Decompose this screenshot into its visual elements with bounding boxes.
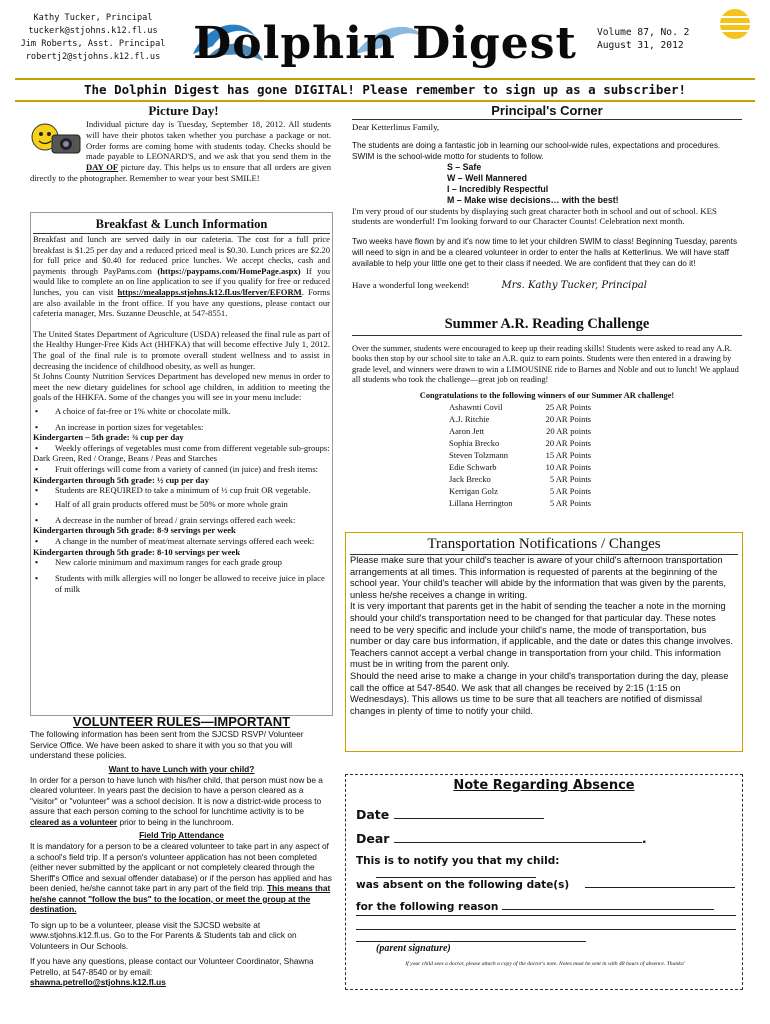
bk-heading-1: Kindergarten – 5th grade: ¾ cup per day (33, 432, 184, 443)
reason-field[interactable] (502, 899, 714, 910)
bk-heading-2: Kindergarten through 5th grade: ½ cup per day (33, 474, 209, 485)
paypams-link[interactable]: (https://paypams.com/HomePage.aspx) (157, 265, 301, 276)
reason-label: for the following reason (356, 901, 499, 913)
transport-paragraph-1: Please make sure that your child's teacher is aware of your child's afternoon transportation arrangements at all times. This information is requested of parents at the beginning of the school year. Your child's teacher will abide by the information that was given by the parents, unless he/she receives a change in writing. (350, 555, 726, 600)
table-row (449, 497, 591, 509)
winner-points: 5 AR Points (549, 486, 591, 497)
list-item: • Students are REQUIRED to take a minimum of ½ cup fruit OR vegetable. (33, 485, 330, 496)
breakfast-lunch-title: Breakfast & Lunch Information (33, 217, 330, 234)
bk-p1-b: If you would like to complete an on line application to see if you qualify for free or reduced lunches, you can visit (33, 265, 330, 297)
volunteer-section (30, 714, 333, 994)
lunch-paragraph (30, 775, 333, 828)
vol-p2-b: prior to being in the lunchroom. (117, 816, 234, 827)
volunteer-intro: The following information has been sent from the SJCSD RSVP/ Volunteer Service Office. We have been asked to share it with you so that you will understand these policies. (30, 729, 304, 760)
reason-line (356, 899, 714, 913)
vegetable-groups: Dark Green, Red / Orange, Beans / Peas and Starches (33, 453, 217, 464)
transport-paragraph-3: Should the need arise to make a change in your child's transportation during the day, please call the office at 547-8540. We ask that all changes be received by 2:15 (1:15 on Wednesdays). This allows us time to be sure that all teachers are notified of dismissal changes in plenty of time to notify your child. (350, 670, 729, 716)
breakfast-paragraph-2: The United States Department of Agriculture (USDA) released the final rule as part of the Healthy Hunger-Free Kids Act (HHFKA) that will become effective July 1, 2012. The goal of the final rule is to promote overall student wellness and to assist in decreasing the incidence of childhood obesity, as well as hunger. (33, 328, 330, 371)
picture-day-text-a: Individual picture day is Tuesday, September 18, 2012. All students will have their photos taken whether you purchase a package or not. Order forms are coming home with students today. Checks should be made payable to LEONARD'S, and we ask that you send them in the (86, 119, 331, 162)
winner-name: A.J. Ritchie (449, 414, 490, 425)
doctor-note-instruction: If your child sees a doctor, please attach a copy of the doctor's note. Notes must be sent in with 48 hours of absence. Thanks! (405, 961, 685, 967)
picture-day-text-b: picture day. This helps us to ensure that all orders are given directly to the photographer. Remember to wear your best SMILE! (30, 162, 331, 183)
absent-label: was absent on the following date(s) (356, 879, 570, 891)
list-item: • A decrease in the number of bread / grain servings offered each week: (33, 515, 330, 526)
principals-corner-title: Principal's Corner (352, 103, 742, 120)
winner-name: Sophia Brecko (449, 438, 500, 449)
day-of-emphasis: DAY OF (86, 162, 119, 173)
swim-i: I – Incredibly Respectful (447, 183, 549, 194)
table-row (449, 485, 591, 497)
field-trip-paragraph (30, 841, 333, 915)
table-row (449, 473, 591, 485)
principals-corner-section (352, 103, 742, 298)
breakfast-paragraph-3: St Johns County Nutrition Services Department has developed new menus in order to meet the new dietary guidelines for school age children, in addition to meeting the goals of the HHKFA. Some of the changes you will see in your menu include: (33, 371, 330, 403)
sun-icon (712, 4, 758, 44)
winner-points: 20 AR Points (545, 414, 591, 425)
transport-paragraph-2: It is very important that parents get in the habit of sending the teacher a note in the morning should your child's transportation need to be changed for that particular day. These notes need to be very specific and include your child's name, the mode of transportation, bus number or day care bus information, if applicable, and the date or dates this change involves. Teachers cannot accept a verbal change in transportation from your child. This information must be in writing from the parent only. (350, 601, 733, 670)
pc-closing-line (352, 280, 742, 292)
absence-note-title: Note Regarding Absence (453, 778, 635, 793)
cleared-volunteer-emphasis: cleared as a volunteer (30, 816, 118, 827)
notify-label: This is to notify you that my child: (356, 855, 560, 867)
winner-name: Jack Brecko (449, 474, 491, 485)
swim-m: M – Make wise decisions… with the best! (447, 194, 619, 205)
winner-points: 5 AR Points (549, 498, 591, 509)
date-field[interactable] (394, 808, 544, 819)
volume-number: Volume 87, No. 2 (597, 27, 690, 38)
list-item: • Half of all grain products offered must be 50% or more whole grain (33, 499, 330, 510)
winner-points: 5 AR Points (549, 474, 591, 485)
principal-name: Kathy Tucker, Principal (33, 13, 153, 23)
bk-heading-3: Kindergarten through 5th grade: 8-9 servings per week (33, 525, 236, 536)
masthead (185, 6, 585, 76)
signup-paragraph: To sign up to be a volunteer, please visit the SJCSD website at www.stjohns.k12.fl.us. Go to the For Parents & Students tab and click on Volunteers in Our Schools. (30, 919, 297, 951)
follow-bus-emphasis: This means that he/she cannot "follow the bus" to the location, or meet the group at the destination. (30, 883, 331, 914)
swim-w: W – Well Mannered (447, 173, 528, 184)
winner-name: Lillana Herrington (449, 498, 513, 509)
absent-line (356, 877, 735, 891)
bk-p1-a: Breakfast and lunch are served daily in our cafeteria. The cost for a full price breakfast is $1.25 per day and a reduced priced meal is $0.30. Lunch prices are $2.20 for full price and $0.40 for reduced price lunches. We accept checks, cash and payments through PayPams.com (33, 234, 330, 276)
picture-day-title: Picture Day! (148, 103, 219, 118)
ar-winners-table (449, 401, 591, 509)
ar-paragraph: Over the summer, students were encouraged to keep up their reading skills! Students were asked to read any A.R. books then stop by our school site to take an A.R. quiz to earn points. Students were then entered in a drawing by grade level, and winners were drawn to win a LIMOUSINE ride to Barnes and Noble and out to lunch! We applaud all students who took the challenge—great job on reading! (352, 344, 739, 385)
asst-principal-email[interactable]: robertj2@stjohns.k12.fl.us (25, 52, 161, 62)
winner-points: 25 AR Points (545, 402, 591, 413)
dear-period: . (641, 831, 647, 846)
camera-icon (30, 119, 82, 163)
winner-points: 15 AR Points (545, 450, 591, 461)
absence-dates-field[interactable] (585, 877, 735, 888)
table-row (449, 425, 591, 437)
date-line (356, 807, 544, 822)
vol-p2-a: In order for a person to have lunch with his/her child, that person must now be a cleared volunteer. In years past the decision to have a person cleared as a "visitor" or "volunteer" was a school decision. It is now a district-wide process to assure that each person coming to the school for lunchtime activity is to be (30, 774, 323, 816)
table-row (449, 401, 591, 413)
transportation-section (345, 532, 743, 752)
picture-day-text (30, 119, 331, 184)
ar-title: Summer A.R. Reading Challenge (352, 316, 742, 336)
list-item: • An increase in portion sizes for vegetables: (33, 422, 330, 433)
winner-name: Kerrigan Golz (449, 486, 498, 497)
principal-email[interactable]: tuckerk@stjohns.k12.fl.us (28, 26, 158, 36)
winner-name: Aaron Jett (449, 426, 485, 437)
table-row (449, 449, 591, 461)
greeting: Dear Ketterlinus Family, (352, 122, 440, 132)
mealapps-link[interactable]: https://mealapps.stjohns.k12.fl.us/lferver/EFORM (117, 286, 302, 297)
issue-date: August 31, 2012 (597, 40, 684, 51)
closing: Have a wonderful long weekend! (352, 279, 470, 290)
list-item: • Students with milk allergies will no longer be allowed to receive juice in place of milk (33, 573, 330, 594)
parent-signature-label: (parent signature) (376, 943, 451, 954)
list-item: • A choice of fat-free or 1% white or chocolate milk. (33, 406, 330, 417)
winner-name: Ashawnti Covil (449, 402, 503, 413)
dear-line (356, 831, 647, 846)
table-row (449, 461, 591, 473)
reason-extra-line[interactable] (356, 929, 736, 930)
breakfast-lunch-section (30, 212, 333, 716)
contact-paragraph: If you have any questions, please contact our Volunteer Coordinator, Shawna Petrello, at 547-8540 or by email: (30, 956, 314, 977)
dear-field[interactable] (394, 832, 642, 843)
table-row (449, 413, 591, 425)
list-item: • A change in the number of meat/meat alternate servings offered each week: (33, 536, 330, 547)
date-label: Date (356, 807, 390, 822)
vol-p3-a: It is mandatory for a person to be a cleared volunteer to take part in any aspect of a school's field trip. If a person's volunteer application has not been completed (either never submitted by the applicant or not completely cleared through the Sheriff's Office and sexual offender database) or if the person has applied and has been denied, he/she cannot take part in any part of the field trip. (30, 841, 332, 893)
coordinator-email-link[interactable]: shawna.petrello@stjohns.k12.fl.us (30, 977, 166, 987)
bk-heading-4: Kindergarten through 5th grade: 8-10 servings per week (33, 546, 241, 557)
reason-extra-line[interactable] (356, 915, 736, 916)
principal-signature: Mrs. Kathy Tucker, Principal (501, 279, 647, 291)
bk-p1-c: . Forms are also available in the front office. If you have any questions, please contact our cafeteria manager, Mrs. Suzanne Deuschle, at 547-8551. (33, 286, 330, 319)
winner-name: Edie Schwarb (449, 462, 497, 473)
signature-line[interactable] (356, 941, 586, 942)
dear-label: Dear (356, 831, 390, 846)
pc-paragraph-1: The students are doing a fantastic job in learning our school-wide rules, expectations and procedures. SWIM is the school-wide motto for students to follow. (352, 140, 721, 161)
ar-congrats: Congratulations to the following winners of our Summer AR challenge! (419, 390, 675, 400)
asst-principal-name: Jim Roberts, Asst. Principal (20, 39, 166, 49)
table-row (449, 437, 591, 449)
field-trip-heading: Field Trip Attendance (139, 830, 224, 840)
volunteer-title: VOLUNTEER RULES—IMPORTANT (72, 714, 291, 729)
ar-challenge-section (352, 316, 742, 521)
winner-points: 20 AR Points (545, 438, 591, 449)
lunch-heading: Want to have Lunch with your child? (108, 763, 255, 774)
pc-paragraph-3: Two weeks have flown by and it's now time to let your children SWIM to class! Beginning Tuesday, parents will need to sign in and be a cleared volunteer in order to enter the halls at Ketterlinus. We will have staff available to help your little one get to their class if needed. We are confident that they can do it! (352, 237, 738, 268)
pc-paragraph-2: I'm very proud of our students by displaying such great character both in school and out of school. KES students are wonderful! I'm looking forward to our Character Counts! Celebration next month. (352, 205, 717, 227)
list-item: • Weekly offerings of vegetables must come from different vegetable sub-groups: (33, 443, 330, 454)
winner-points: 20 AR points (546, 426, 591, 437)
digital-banner: The Dolphin Digest has gone DIGITAL! Please remember to sign up as a subscriber! (15, 80, 755, 102)
absence-note-form (345, 774, 743, 990)
winner-name: Steven Tolzmann (449, 450, 508, 461)
list-item: • Fruit offerings will come from a variety of canned (in juice) and fresh items: (33, 464, 330, 475)
issue-info (597, 26, 707, 52)
list-item: • New calorie minimum and maximum ranges for each grade group (33, 557, 330, 568)
picture-day-section (30, 103, 337, 211)
swim-s: S – Safe (447, 162, 482, 173)
transportation-title: Transportation Notifications / Changes (350, 536, 738, 555)
newsletter-title: Dolphin Digest (193, 18, 577, 69)
winner-points: 10 AR Points (545, 462, 591, 473)
contact-block (18, 12, 168, 64)
breakfast-paragraph-1 (33, 234, 330, 319)
